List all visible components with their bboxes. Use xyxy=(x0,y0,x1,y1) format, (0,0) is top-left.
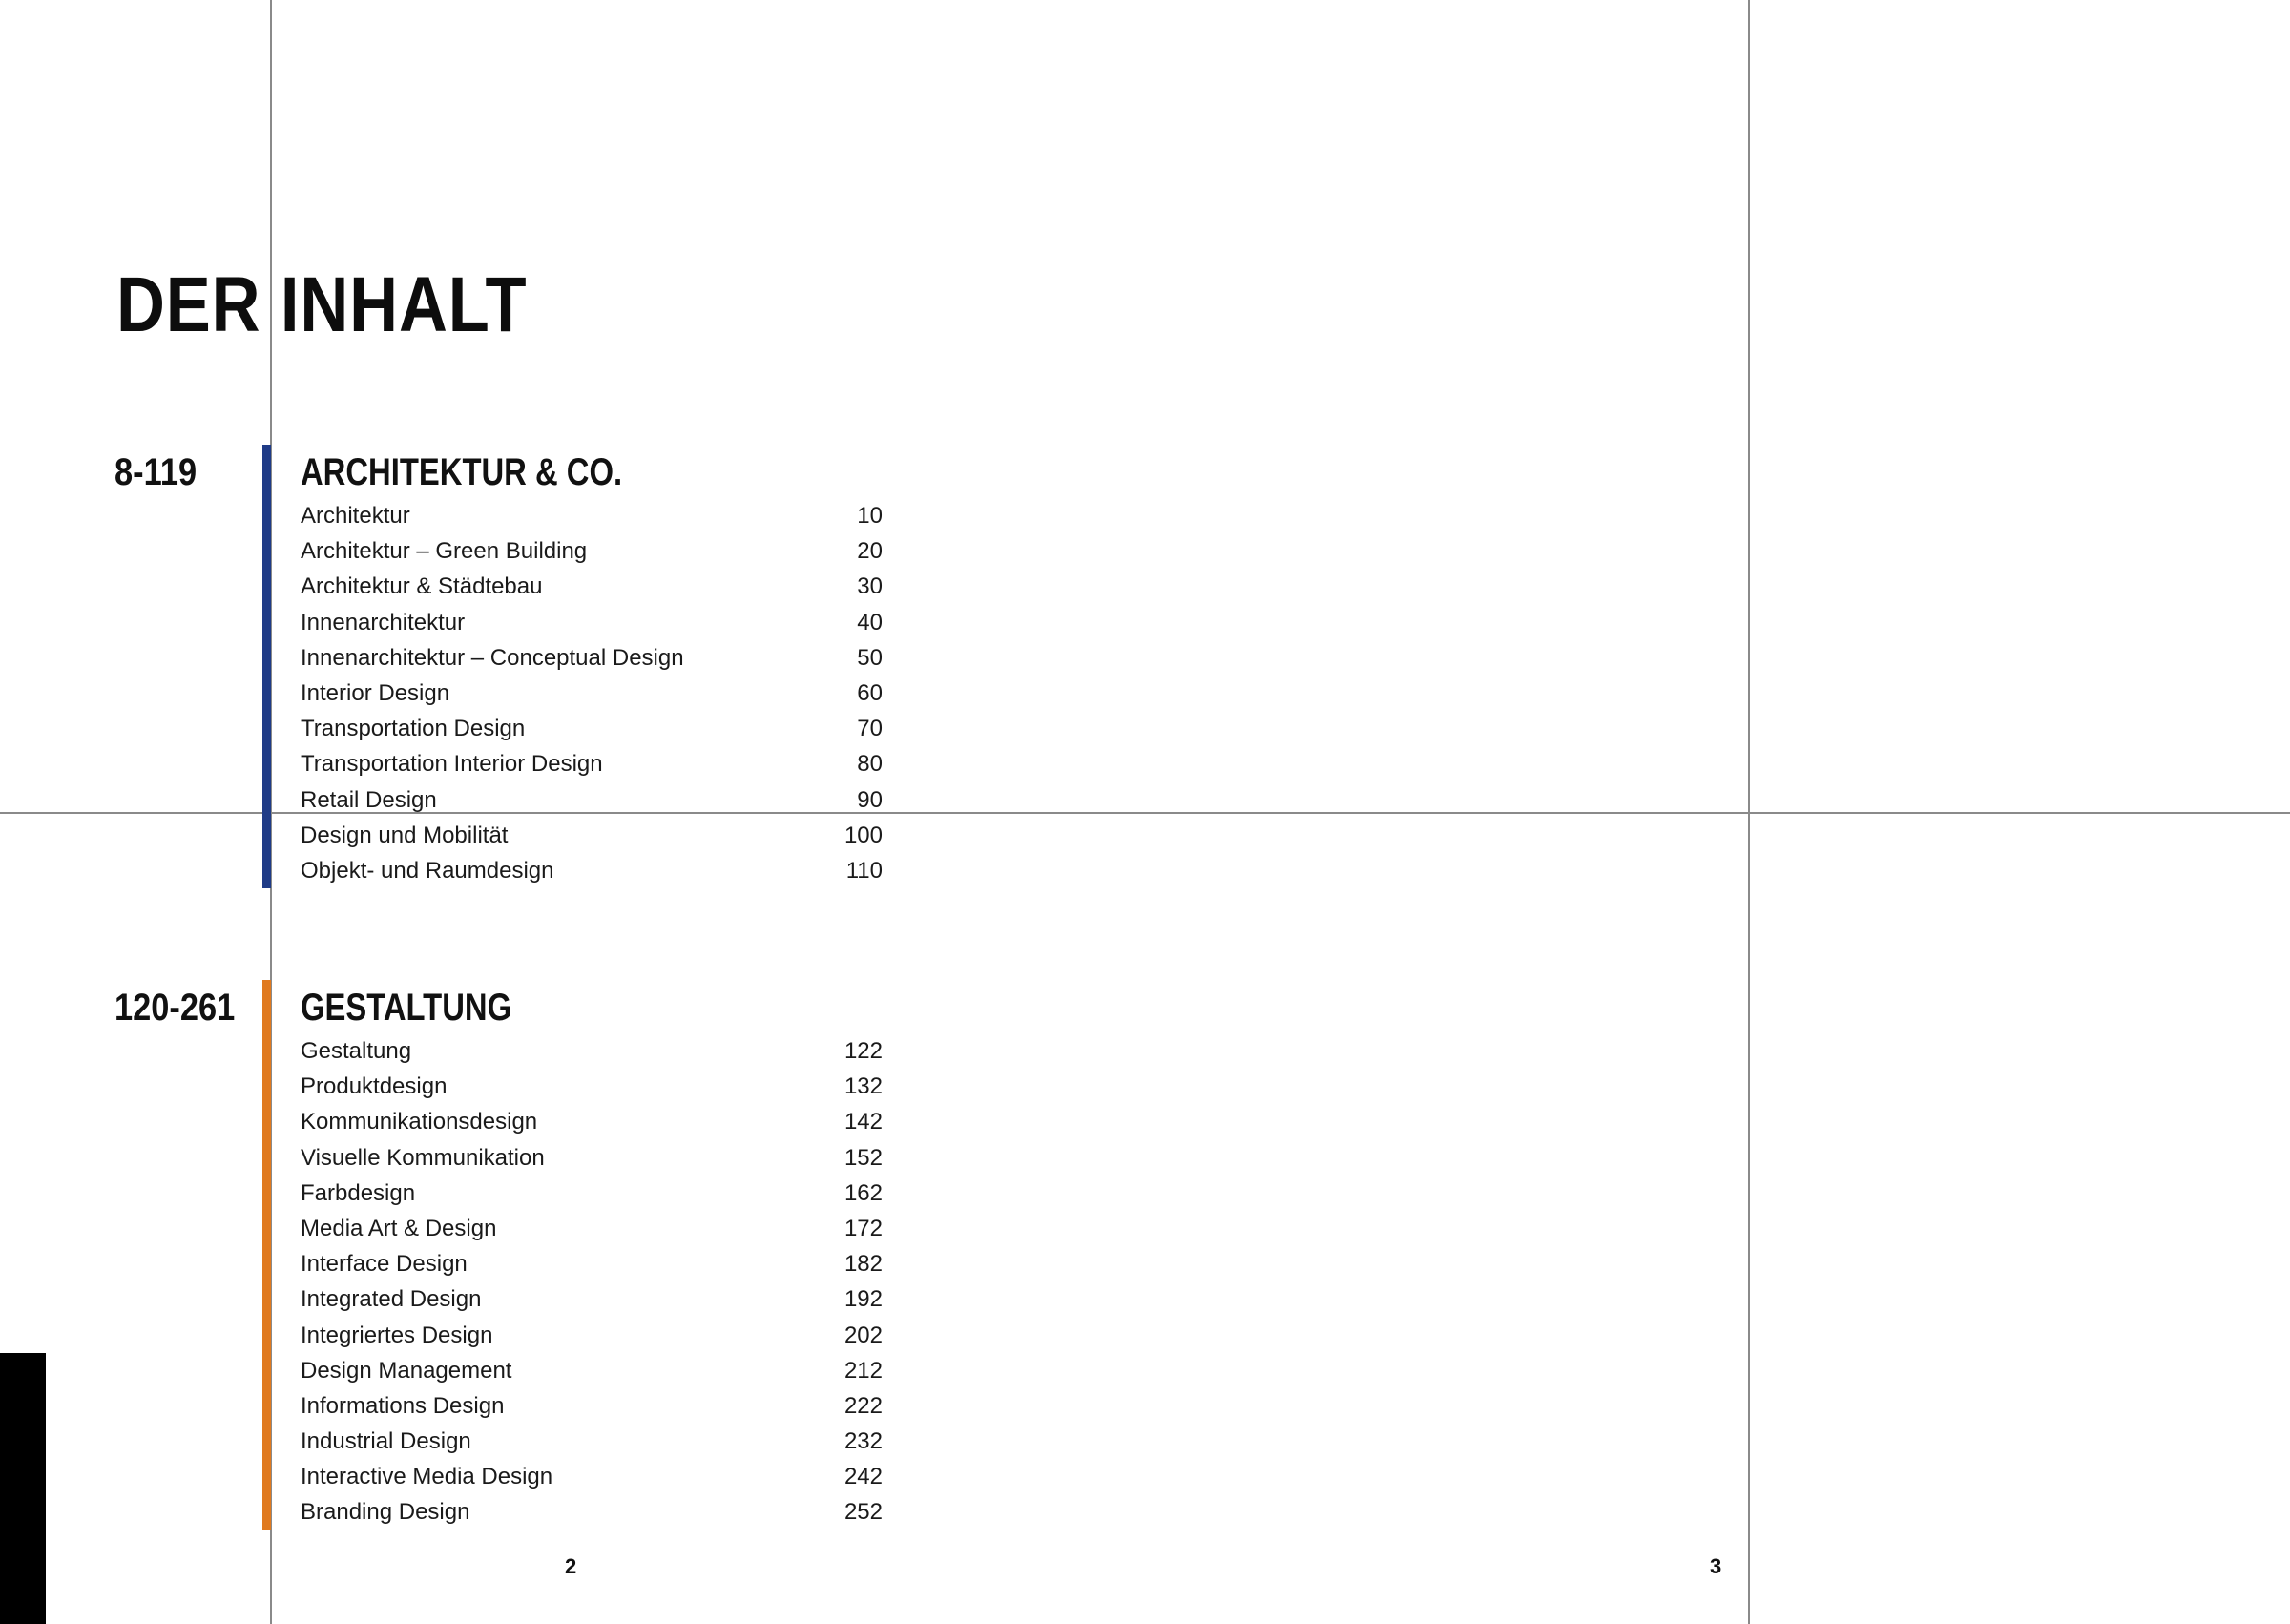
toc-entry xyxy=(301,1176,883,1211)
toc-entry-label: Integrated Design xyxy=(301,1286,482,1313)
toc-entry xyxy=(301,676,883,711)
toc-entry-page-number: 222 xyxy=(843,1392,883,1419)
toc-entry-page-number: 122 xyxy=(843,1038,883,1064)
toc-entry-label: Branding Design xyxy=(301,1499,470,1526)
toc-entry-page-number: 30 xyxy=(857,573,883,600)
toc-entry xyxy=(301,1318,883,1353)
toc-entry-label: Media Art & Design xyxy=(301,1215,497,1241)
section-heading: ARCHITEKTUR & CO. xyxy=(301,451,623,493)
toc-entry xyxy=(301,1388,883,1424)
toc-entry-label: Transportation Interior Design xyxy=(301,751,603,778)
page-number-left: 2 xyxy=(565,1554,577,1578)
toc-entry-label: Transportation Design xyxy=(301,716,526,742)
toc-entry-label: Architektur & Städtebau xyxy=(301,573,543,600)
toc-entry-label: Innenarchitektur – Conceptual Design xyxy=(301,644,684,671)
toc-entry-page-number: 162 xyxy=(843,1179,883,1206)
toc-entry-page-number: 10 xyxy=(857,503,883,529)
toc-entry-label: Design Management xyxy=(301,1357,512,1384)
toc-entry-page-number: 192 xyxy=(843,1286,883,1313)
toc-entry-page-number: 20 xyxy=(857,538,883,565)
toc-entry xyxy=(301,1033,883,1069)
toc-entry-label: Objekt- und Raumdesign xyxy=(301,857,554,884)
toc-entry-label: Interface Design xyxy=(301,1251,468,1278)
toc-entry xyxy=(301,1494,883,1530)
toc-entry xyxy=(301,1104,883,1139)
toc-entry-page-number: 252 xyxy=(843,1499,883,1526)
toc-entry xyxy=(301,1459,883,1494)
toc-entry-label: Architektur xyxy=(301,503,410,529)
toc-entry-page-number: 142 xyxy=(843,1109,883,1135)
page-title: DER INHALT xyxy=(116,261,528,348)
toc-entry-label: Produktdesign xyxy=(301,1073,448,1100)
toc-entry-label: Visuelle Kommunikation xyxy=(301,1144,545,1171)
page-number-right: 3 xyxy=(1710,1554,1722,1578)
toc-entry-page-number: 70 xyxy=(857,716,883,742)
toc-entry xyxy=(301,782,883,818)
toc-entry xyxy=(301,818,883,853)
toc-entry xyxy=(301,1069,883,1104)
toc-entry-label: Interactive Media Design xyxy=(301,1464,553,1490)
black-edge-tab xyxy=(0,1353,46,1624)
toc-entry-page-number: 100 xyxy=(843,822,883,848)
section-page-range: 8-119 xyxy=(114,451,198,493)
toc-entry xyxy=(301,1281,883,1317)
toc-entry-page-number: 202 xyxy=(843,1322,883,1348)
toc-entry-page-number: 152 xyxy=(843,1144,883,1171)
toc-entry-label: Retail Design xyxy=(301,786,437,813)
toc-entry xyxy=(301,746,883,781)
section-heading: GESTALTUNG xyxy=(301,987,512,1029)
toc-entry-page-number: 232 xyxy=(843,1428,883,1455)
toc-entry xyxy=(301,1353,883,1388)
toc-entry-page-number: 212 xyxy=(843,1357,883,1384)
toc-entry-page-number: 80 xyxy=(857,751,883,778)
toc-entry-label: Farbdesign xyxy=(301,1179,416,1206)
toc-entry-page-number: 182 xyxy=(843,1251,883,1278)
toc-entry-list xyxy=(301,1033,883,1530)
toc-entry-list xyxy=(301,498,883,888)
toc-entry xyxy=(301,711,883,746)
toc-entry xyxy=(301,1424,883,1459)
toc-entry-page-number: 40 xyxy=(857,609,883,635)
toc-entry-label: Gestaltung xyxy=(301,1038,412,1064)
toc-entry xyxy=(301,498,883,533)
toc-entry-label: Industrial Design xyxy=(301,1428,471,1455)
section-accent-bar xyxy=(262,445,271,888)
toc-entry-label: Interior Design xyxy=(301,679,450,706)
section-accent-bar xyxy=(262,980,271,1530)
toc-entry xyxy=(301,640,883,676)
toc-entry-label: Design und Mobilität xyxy=(301,822,509,848)
toc-entry-label: Integriertes Design xyxy=(301,1322,493,1348)
toc-entry-page-number: 172 xyxy=(843,1215,883,1241)
toc-entry-label: Informations Design xyxy=(301,1392,505,1419)
toc-entry-label: Innenarchitektur xyxy=(301,609,466,635)
toc-entry xyxy=(301,605,883,640)
toc-entry-page-number: 132 xyxy=(843,1073,883,1100)
toc-entry xyxy=(301,533,883,569)
toc-entry xyxy=(301,1140,883,1176)
toc-entry-page-number: 60 xyxy=(857,679,883,706)
toc-entry-label: Architektur – Green Building xyxy=(301,538,588,565)
toc-entry-page-number: 90 xyxy=(857,786,883,813)
toc-entry xyxy=(301,569,883,604)
toc-entry-label: Kommunikationsdesign xyxy=(301,1109,538,1135)
toc-entry xyxy=(301,1211,883,1246)
toc-entry-page-number: 242 xyxy=(843,1464,883,1490)
toc-entry-page-number: 110 xyxy=(845,857,883,884)
toc-entry xyxy=(301,1246,883,1281)
toc-entry xyxy=(301,853,883,888)
toc-entry-page-number: 50 xyxy=(857,644,883,671)
section-page-range: 120-261 xyxy=(114,987,236,1029)
